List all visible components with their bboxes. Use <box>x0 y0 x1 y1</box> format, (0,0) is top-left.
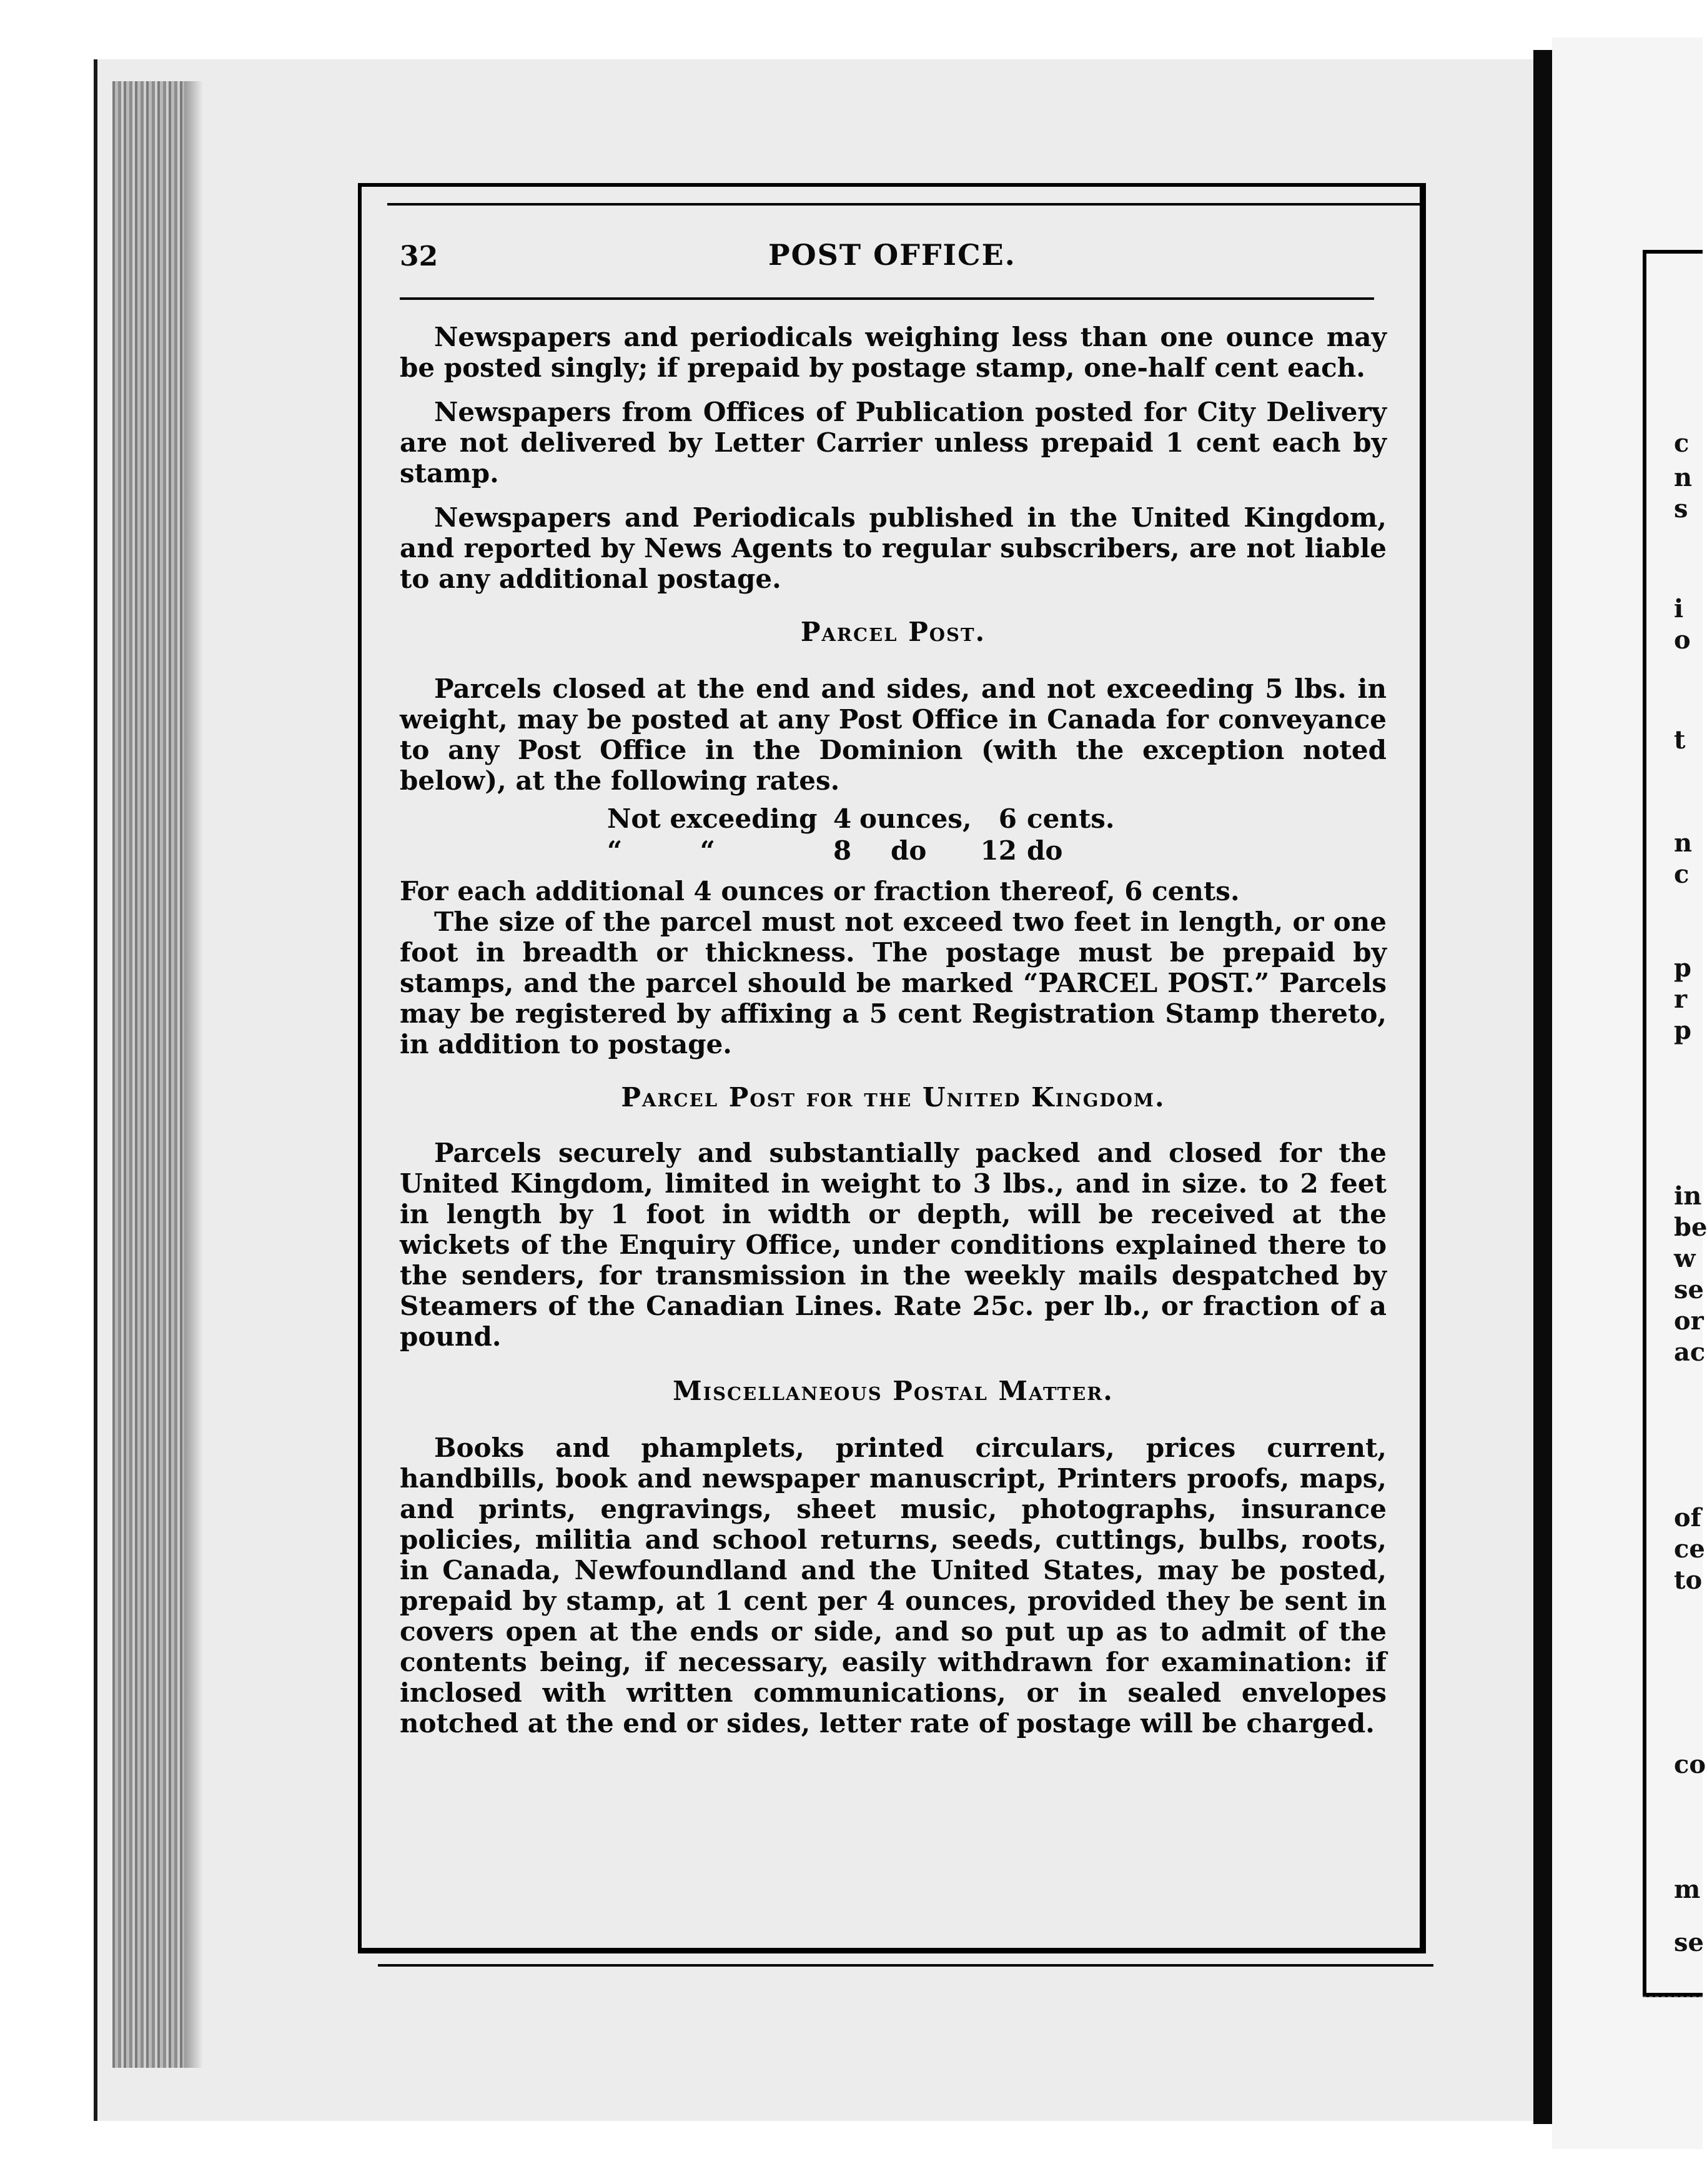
facing-fragment: t <box>1674 725 1686 755</box>
paragraph-misc: Books and phamplets, printed circulars, prices current, handbills, book and newspaper manuscript, Printers proofs, maps, and prints, engravings, sheet music, photographs, insurance policies, militia and school returns, seeds, cuttings, bulbs, roots, in Canada, Newfoundland and the United States, may be posted, prepaid by stamp, at 1 cent per 4 ounces, provided they be sent in covers open at the ends or side, and so put up as to admit of the contents being, if necessary, easily withdrawn for examination: if inclosed with written communications, or in sealed envelopes notched at the end or sides, letter rate of postage will be charged. <box>400 1432 1387 1739</box>
section-title-misc: Miscellaneous Postal Matter. <box>673 1376 1114 1406</box>
rate-unit: ounces, <box>859 803 972 834</box>
facing-fragment: se <box>1674 1275 1704 1304</box>
paragraph-parcel-intro: Parcels closed at the end and sides, and not exceeding 5 lbs. in weight, may be posted at any Post Office in Canada for conveyance to any Post Office in the Dominion (with the exception noted below), at the following rates. <box>400 673 1387 796</box>
facing-page-frame-bottom <box>1643 1993 1703 1997</box>
frame-bottom-rule-thin <box>378 1964 1433 1967</box>
facing-page-frame <box>1643 250 1646 1993</box>
facing-fragment: ac <box>1674 1338 1706 1367</box>
rate-price: 12 <box>980 835 1017 866</box>
facing-fragment: p <box>1674 1016 1691 1045</box>
facing-page-frame-top <box>1643 250 1703 254</box>
page-content <box>400 231 1387 1918</box>
facing-fragment: be <box>1674 1213 1707 1242</box>
facing-fragment: se <box>1674 1928 1704 1957</box>
paragraph-newspapers-singly: Newspapers and periodicals weighing less than one ounce may be posted singly; if prepaid by postage stamp, one-half cent each. <box>400 322 1387 383</box>
frame-bottom-rule <box>358 1948 1426 1953</box>
facing-fragment: c <box>1674 860 1690 889</box>
rate-price: 6 <box>998 803 1017 834</box>
header-rule <box>400 297 1374 300</box>
facing-fragment: or <box>1674 1306 1704 1336</box>
facing-fragment: co <box>1674 1750 1706 1779</box>
facing-fragment: c <box>1674 429 1690 458</box>
facing-fragment: n <box>1674 463 1693 492</box>
rate-currency: cents. <box>1027 803 1115 834</box>
rate-label: Not exceeding <box>607 803 818 834</box>
page-edges <box>112 81 184 2068</box>
rate-weight: 8 <box>833 835 852 866</box>
rate-unit: do <box>891 835 927 866</box>
book-gutter <box>1533 50 1552 2124</box>
page-edge-shadow <box>184 81 203 2068</box>
page-header <box>400 231 1387 287</box>
section-title-parcel-post: Parcel Post. <box>800 617 986 647</box>
facing-fragment: to <box>1674 1566 1703 1595</box>
facing-fragment: s <box>1674 494 1688 524</box>
rate-row <box>607 835 1142 866</box>
facing-fragment: ce <box>1674 1534 1705 1564</box>
facing-fragment: i <box>1674 594 1684 623</box>
paragraph-parcel-size: The size of the parcel must not exceed two feet in length, or one foot in breadth or thickness. The postage must be prepaid by stamps, and the parcel should be marked “PARCEL POST.” Parcels may be registered by affixing a 5 cent Registration Stamp thereto, in addition to postage. <box>400 906 1387 1060</box>
paragraph-parcel-uk: Parcels securely and substantially packed and closed for the United Kingdom, limited in weight to 3 lbs., and in size. to 2 feet in length by 1 foot in width or depth, will be received at the wickets of the Enquiry Office, under conditions explained there to the senders, for transmission in the weekly mails despatched by Steamers of the Canadian Lines. Rate 25c. per lb., or fraction of a pound. <box>400 1138 1387 1352</box>
facing-fragment: w <box>1674 1244 1696 1273</box>
facing-page <box>1552 37 1706 2149</box>
rate-row <box>607 803 1142 834</box>
facing-fragment: n <box>1674 828 1693 858</box>
running-title: POST OFFICE. <box>768 238 1016 272</box>
paragraph-additional-rate: For each additional 4 ounces or fraction thereof, 6 cents. <box>400 876 1240 906</box>
paragraph-city-delivery: Newspapers from Offices of Publication posted for City Delivery are not delivered by Letter Carrier unless prepaid 1 cent each by stamp. <box>400 397 1387 489</box>
facing-fragment: o <box>1674 625 1691 655</box>
facing-fragment: p <box>1674 953 1691 983</box>
facing-fragment: r <box>1674 985 1688 1014</box>
parcel-rates-table <box>606 802 1143 867</box>
frame-inner-rule <box>387 203 1421 206</box>
facing-fragment: m <box>1674 1875 1701 1904</box>
rate-currency: do <box>1027 835 1063 866</box>
rate-weight: 4 <box>833 803 852 834</box>
rate-label: “ “ <box>607 835 715 866</box>
paragraph-uk-periodicals: Newspapers and Periodicals published in the United Kingdom, and reported by News Agents to regular subscribers, are not liable to any additional postage. <box>400 502 1387 594</box>
facing-fragment: in <box>1674 1181 1702 1211</box>
page-number: 32 <box>400 241 438 272</box>
section-title-parcel-post-uk: Parcel Post for the United Kingdom. <box>621 1082 1165 1113</box>
facing-fragment: of <box>1674 1503 1701 1532</box>
